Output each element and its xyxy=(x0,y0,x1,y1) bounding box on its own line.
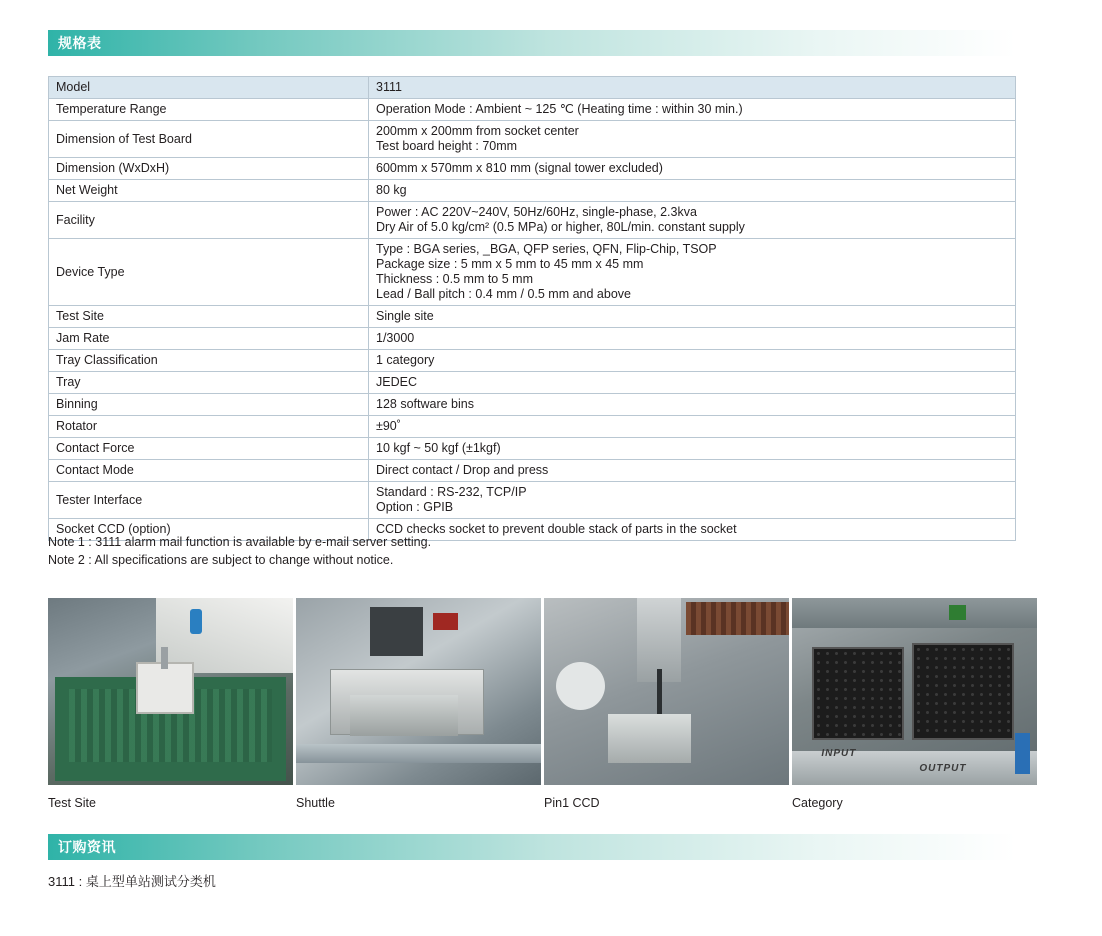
photo-pin1-ccd xyxy=(544,598,789,785)
spec-label-cell: Tray xyxy=(49,372,369,394)
photo-cell xyxy=(544,598,789,810)
photo-test-site xyxy=(48,598,293,785)
spec-value-cell xyxy=(369,180,1016,202)
photo-shuttle xyxy=(296,598,541,785)
table-row xyxy=(49,328,1016,350)
photo-cell xyxy=(792,598,1037,810)
pick-head-shape xyxy=(161,647,168,669)
spec-value-line: Standard : RS-232, TCP/IP xyxy=(376,485,527,499)
spec-value-line: Type : BGA series, _BGA, QFP series, QFN, Flip-Chip, TSOP xyxy=(376,242,717,256)
spec-label-cell: Dimension (WxDxH) xyxy=(49,158,369,180)
table-row xyxy=(49,239,1016,306)
spec-label-cell: Binning xyxy=(49,394,369,416)
table-row xyxy=(49,350,1016,372)
spec-value-line: 200mm x 200mm from socket center xyxy=(376,124,579,138)
spec-value-line: 80 kg xyxy=(376,183,407,197)
spec-value-line: 600mm x 570mm x 810 mm (signal tower excluded) xyxy=(376,161,663,175)
lens-shape xyxy=(556,662,605,711)
green-module-shape xyxy=(949,605,966,620)
spec-value-line: 1 category xyxy=(376,353,435,367)
spec-section-bar xyxy=(48,30,1016,56)
spec-value-cell xyxy=(369,438,1016,460)
table-row xyxy=(49,372,1016,394)
spec-label-cell: Dimension of Test Board xyxy=(49,121,369,158)
photo-caption: Category xyxy=(792,796,843,810)
spec-value-cell xyxy=(369,239,1016,306)
table-row xyxy=(49,306,1016,328)
spec-value-line: Thickness : 0.5 mm to 5 mm xyxy=(376,272,533,286)
spec-value-cell xyxy=(369,416,1016,438)
table-row xyxy=(49,180,1016,202)
tray-left-shape xyxy=(812,647,904,741)
spec-label-cell: Device Type xyxy=(49,239,369,306)
spec-value-line: Test board height : 70mm xyxy=(376,139,518,153)
spec-section-title: 规格表 xyxy=(58,35,102,51)
spec-value-cell xyxy=(369,372,1016,394)
shuttle-head-shape xyxy=(370,607,424,656)
specification-table xyxy=(48,76,1016,541)
spec-value-cell xyxy=(369,158,1016,180)
spec-value-line: Package size : 5 mm x 5 mm to 45 mm x 45 mm xyxy=(376,257,644,271)
photo-cell xyxy=(296,598,541,810)
spec-value-cell xyxy=(369,306,1016,328)
spec-label-cell: Socket CCD (option) xyxy=(49,519,369,541)
spec-value-line: Operation Mode : Ambient ~ 125 ℃ (Heating time : within 30 min.) xyxy=(376,102,743,116)
spec-value-line: ±90˚ xyxy=(376,419,401,433)
fixture-shape xyxy=(608,714,691,763)
table-row xyxy=(49,438,1016,460)
spec-label-cell: Facility xyxy=(49,202,369,239)
spec-value-line: 1/3000 xyxy=(376,331,415,345)
table-row xyxy=(49,121,1016,158)
spec-value-cell xyxy=(369,350,1016,372)
table-row xyxy=(49,416,1016,438)
spec-label-cell: Contact Mode xyxy=(49,460,369,482)
note-line: Note 2 : All specifications are subject to change without notice. xyxy=(48,553,394,567)
photo-strip xyxy=(48,598,1034,810)
spec-value-line: Lead / Ball pitch : 0.4 mm / 0.5 mm and above xyxy=(376,287,631,301)
photo-caption: Pin1 CCD xyxy=(544,796,600,810)
spec-value-line: Direct contact / Drop and press xyxy=(376,463,549,477)
spec-label-cell: Contact Force xyxy=(49,438,369,460)
table-row xyxy=(49,99,1016,121)
spec-value-cell xyxy=(369,77,1016,99)
spec-value-line: Option : GPIB xyxy=(376,500,454,514)
note-line: Note 1 : 3111 alarm mail function is available by e-mail server setting. xyxy=(48,535,432,549)
output-label: OUTPUT xyxy=(919,762,967,774)
spec-value-line: Power : AC 220V~240V, 50Hz/60Hz, single-phase, 2.3kva xyxy=(376,205,697,219)
spec-value-cell xyxy=(369,99,1016,121)
table-row xyxy=(49,77,1016,99)
blue-cylinder-shape xyxy=(190,609,202,633)
photo-caption: Test Site xyxy=(48,796,96,810)
order-section-title: 订购资讯 xyxy=(58,839,116,855)
spec-value-line: Single site xyxy=(376,309,434,323)
table-row xyxy=(49,394,1016,416)
spec-label-cell: Model xyxy=(49,77,369,99)
spec-value-cell xyxy=(369,482,1016,519)
spec-value-line: CCD checks socket to prevent double stack of parts in the socket xyxy=(376,522,737,536)
order-section-bar xyxy=(48,834,1016,860)
photo-category xyxy=(792,598,1037,785)
spec-label-cell: Rotator xyxy=(49,416,369,438)
spec-value-line: 3111 xyxy=(376,80,402,94)
spec-label-cell: Net Weight xyxy=(49,180,369,202)
photo-caption: Shuttle xyxy=(296,796,335,810)
table-row xyxy=(49,202,1016,239)
photo-cell xyxy=(48,598,293,810)
top-bar-shape xyxy=(792,598,1037,628)
shuttle-plate-inner-shape xyxy=(350,695,458,736)
order-info-line: 3111 : 桌上型单站测试分类机 xyxy=(48,874,216,889)
socket-shape xyxy=(136,662,194,715)
table-row xyxy=(49,460,1016,482)
spec-label-cell: Tester Interface xyxy=(49,482,369,519)
spec-value-cell xyxy=(369,121,1016,158)
spec-value-line: Dry Air of 5.0 kg/cm² (0.5 MPa) or higher, 80L/min. constant supply xyxy=(376,220,745,234)
table-row xyxy=(49,482,1016,519)
spec-value-cell xyxy=(369,394,1016,416)
tray-right-shape xyxy=(912,643,1014,741)
rail-shape xyxy=(296,744,541,763)
spec-value-line: 128 software bins xyxy=(376,397,474,411)
table-row xyxy=(49,158,1016,180)
tape-strip-shape xyxy=(686,602,789,636)
spec-label-cell: Temperature Range xyxy=(49,99,369,121)
input-label: INPUT xyxy=(821,747,857,759)
spec-label-cell: Tray Classification xyxy=(49,350,369,372)
spec-value-cell xyxy=(369,460,1016,482)
spec-value-line: JEDEC xyxy=(376,375,417,389)
spec-label-cell: Test Site xyxy=(49,306,369,328)
spec-value-cell xyxy=(369,328,1016,350)
red-block-shape xyxy=(433,613,458,630)
spec-label-cell: Jam Rate xyxy=(49,328,369,350)
notes-block xyxy=(48,533,1016,569)
blue-panel-shape xyxy=(1015,733,1030,774)
spec-value-line: 10 kgf ~ 50 kgf (±1kgf) xyxy=(376,441,501,455)
spec-value-cell xyxy=(369,202,1016,239)
